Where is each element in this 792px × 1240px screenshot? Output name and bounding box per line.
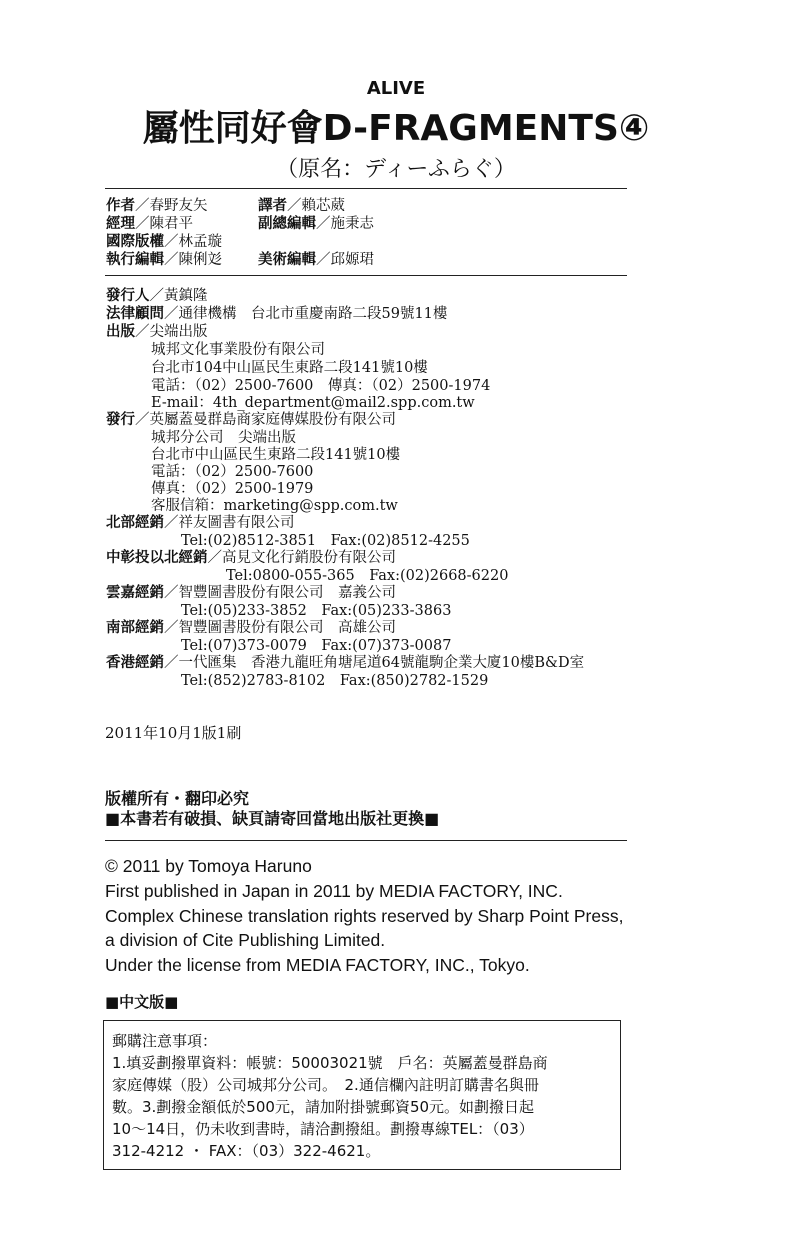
copyright-line: a division of Cite Publishing Limited. <box>105 930 386 950</box>
distributor-yunjia: 雲嘉經銷／智豐圖書股份有限公司 嘉義公司 <box>106 584 396 601</box>
chinese-edition-label: ■中文版■ <box>105 993 179 1011</box>
mail-order-line: 1.填妥劃撥單資料：帳號：50003021號 戶名：英屬蓋曼群島商 <box>112 1054 548 1072</box>
distributor-name: 一代匯集 香港九龍旺角塘尾道64號龍駒企業大廈10樓B&D室 <box>178 655 585 671</box>
series-label: ALIVE <box>366 78 426 99</box>
staff-manager: 經理／陳君平 <box>106 215 193 232</box>
distributor-name: 高見文化行銷股份有限公司 <box>222 550 396 566</box>
staff-exec-editor: 執行編輯／陳俐彣 <box>106 251 222 268</box>
copyright-line: First published in Japan in 2011 by MEDIA FACTORY, INC. <box>105 881 563 901</box>
distribution-value: 英屬蓋曼群島商家庭傳媒股份有限公司 <box>149 412 396 428</box>
publisher-label: 發行人 <box>106 287 150 304</box>
staff-deputy-editor-value: 施秉志 <box>330 216 374 232</box>
legal-value: 通律機構 台北市重慶南路二段59號11樓 <box>178 306 448 322</box>
book-title: 屬性同好會D-FRAGMENTS④ <box>142 108 650 149</box>
press-address: 台北市104中山區民生東路二段141號10樓 <box>151 360 428 376</box>
legal-row: 法律顧問／通律機構 台北市重慶南路二段59號11樓 <box>106 305 448 322</box>
staff-manager-value: 陳君平 <box>149 216 193 232</box>
staff-intl-rights-value: 林孟璇 <box>178 234 222 250</box>
edition-info: 2011年10月1版1刷 <box>105 724 242 742</box>
staff-deputy-editor: 副總編輯／施秉志 <box>258 215 374 232</box>
mail-order-line: 10～14日，仍未收到書時，請洽劃撥組。劃撥專線TEL：（03） <box>112 1120 534 1138</box>
staff-intl-rights: 國際版權／林孟璇 <box>106 233 222 250</box>
distributor-contact: Tel:(07)373-0079 Fax:(07)373-0087 <box>181 638 452 654</box>
staff-intl-rights-label: 國際版權 <box>106 233 164 250</box>
copyright-line: Under the license from MEDIA FACTORY, INC., Tokyo. <box>105 955 530 975</box>
staff-exec-editor-value: 陳俐彣 <box>178 252 222 268</box>
rights-reserved: 版權所有・翻印必究 <box>105 789 250 808</box>
copyright-line: Complex Chinese translation rights reserved by Sharp Point Press, <box>105 906 624 926</box>
mail-order-title: 郵購注意事項： <box>112 1032 218 1050</box>
staff-art-editor-value: 邱嫄珺 <box>330 252 374 268</box>
staff-translator-label: 譯者 <box>258 197 287 214</box>
dist-branch: 城邦分公司 尖端出版 <box>151 430 296 446</box>
distribution-label: 發行 <box>106 411 135 428</box>
staff-translator: 譯者／賴芯葳 <box>258 197 345 214</box>
distributor-central: 中彰投以北經銷／高見文化行銷股份有限公司 <box>106 549 396 566</box>
staff-deputy-editor-label: 副總編輯 <box>258 215 316 232</box>
press-row: 出版／尖端出版 <box>106 323 208 340</box>
staff-author-label: 作者 <box>106 197 135 214</box>
staff-author: 作者／春野友矢 <box>106 197 208 214</box>
distributor-label: 南部經銷 <box>106 619 164 636</box>
distributor-contact: Tel:0800-055-365 Fax:(02)2668-6220 <box>226 568 509 584</box>
staff-art-editor-label: 美術編輯 <box>258 251 316 268</box>
original-title: （原名：ディーふらぐ） <box>276 157 516 182</box>
distributor-name: 智豐圖書股份有限公司 嘉義公司 <box>178 585 396 601</box>
distributor-label: 北部經銷 <box>106 514 164 531</box>
mail-order-line: 312-4212 ・ FAX：（03）322-4621。 <box>112 1142 381 1160</box>
press-email: E-mail：4th_department@mail2.spp.com.tw <box>151 395 475 411</box>
press-label: 出版 <box>106 323 135 340</box>
distributor-label: 雲嘉經銷 <box>106 584 164 601</box>
press-company: 城邦文化事業股份有限公司 <box>151 342 325 358</box>
mail-order-line: 數。3.劃撥金額低於500元，請加附掛號郵資50元。如劃撥日起 <box>112 1098 535 1116</box>
distributor-south: 南部經銷／智豐圖書股份有限公司 高雄公司 <box>106 619 396 636</box>
distribution-row: 發行／英屬蓋曼群島商家庭傳媒股份有限公司 <box>106 411 396 428</box>
distributor-name: 祥友圖書有限公司 <box>178 515 295 531</box>
publisher-value: 黃鎮隆 <box>164 288 208 304</box>
distributor-label: 中彰投以北經銷 <box>106 549 208 566</box>
legal-label: 法律顧問 <box>106 305 164 322</box>
staff-exec-editor-label: 執行編輯 <box>106 251 164 268</box>
copyright-line: © 2011 by Tomoya Haruno <box>105 856 312 876</box>
distributor-name: 智豐圖書股份有限公司 高雄公司 <box>178 620 396 636</box>
press-value: 尖端出版 <box>149 324 208 340</box>
dist-tel: 電話：（02）2500-7600 <box>151 464 314 480</box>
staff-translator-value: 賴芯葳 <box>301 198 345 214</box>
divider <box>105 840 627 841</box>
divider <box>105 275 627 276</box>
distributor-label: 香港經銷 <box>106 654 164 671</box>
mail-order-line: 家庭傳媒（股）公司城邦分公司。 2.通信欄內註明訂購書名與冊 <box>112 1076 539 1094</box>
dist-address: 台北市中山區民生東路二段141號10樓 <box>151 447 401 463</box>
staff-manager-label: 經理 <box>106 215 135 232</box>
staff-art-editor: 美術編輯／邱嫄珺 <box>258 251 374 268</box>
rights-notice: ■本書若有破損、缺頁請寄回當地出版社更換■ <box>105 809 440 828</box>
press-tel: 電話：（02）2500-7600 傳真：（02）2500-1974 <box>151 378 491 394</box>
distributor-contact: Tel:(852)2783-8102 Fax:(850)2782-1529 <box>181 673 489 689</box>
dist-fax: 傳真：（02）2500-1979 <box>151 481 314 497</box>
divider <box>105 188 627 189</box>
distributor-contact: Tel:(05)233-3852 Fax:(05)233-3863 <box>181 603 452 619</box>
distributor-hongkong: 香港經銷／一代匯集 香港九龍旺角塘尾道64號龍駒企業大廈10樓B&D室 <box>106 654 585 671</box>
distributor-north: 北部經銷／祥友圖書有限公司 <box>106 514 295 531</box>
staff-author-value: 春野友矢 <box>149 198 208 214</box>
distributor-contact: Tel:(02)8512-3851 Fax:(02)8512-4255 <box>181 533 470 549</box>
publisher-row: 發行人／黃鎮隆 <box>106 287 208 304</box>
dist-service: 客服信箱：marketing@spp.com.tw <box>151 498 398 514</box>
